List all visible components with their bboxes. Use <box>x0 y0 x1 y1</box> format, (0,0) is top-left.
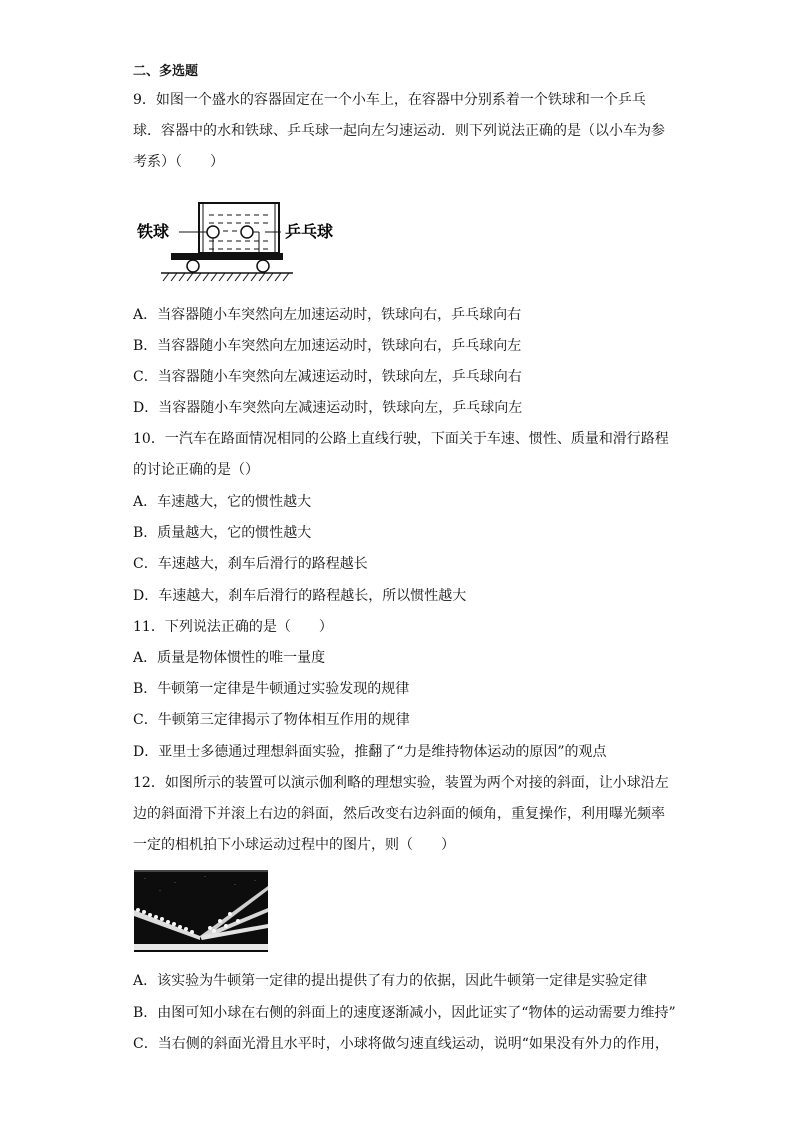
base-bar <box>134 944 268 950</box>
q9-option-d: D．当容器随小车突然向左减速运动时，铁球向左，乒乓球向左 <box>133 400 523 416</box>
q9-option-a: A．当容器随小车突然向左加速运动时，铁球向右，乒乓球向右 <box>133 307 522 323</box>
q9-stem-line-3: 考系）（ ） <box>133 154 224 170</box>
q9-stem-line-1: 9．如图一个盛水的容器固定在一个小车上，在容器中分别系着一个铁球和一个乒乓 <box>133 92 646 108</box>
q10-option-d: D．车速越大，刹车后滑行的路程越长，所以惯性越大 <box>133 588 467 604</box>
section-title: 二、多选题 <box>133 64 199 79</box>
q12-option-c: C．当右侧的斜面光滑且水平时，小球将做匀速直线运动，说明“如果没有外力的作用， <box>133 1036 669 1052</box>
q12-stem-line-2: 边的斜面滑下并滚上右边的斜面，然后改变右边斜面的倾角，重复操作，利用曝光频率 <box>133 806 665 822</box>
pingpong-ball-label: 乒乓球 <box>285 222 334 241</box>
cart-wheel-right <box>257 260 269 272</box>
q11-stem-line-1: 11．下列说法正确的是（ ） <box>133 619 333 635</box>
galileo-incline-photo <box>134 870 268 952</box>
q9-option-c: C．当容器随小车突然向左减速运动时，铁球向左，乒乓球向右 <box>133 369 522 385</box>
iron-ball-label: 铁球 <box>137 222 170 241</box>
q12-stem-line-3: 一定的相机拍下小球运动过程中的图片，则（ ） <box>133 837 455 853</box>
q10-stem-line-2: 的讨论正确的是（） <box>133 462 259 478</box>
cart-wheel-left <box>187 260 199 272</box>
q12-stem-line-1: 12．如图所示的装置可以演示伽利略的理想实验，装置为两个对接的斜面，让小球沿左 <box>133 775 669 791</box>
q11-option-c: C．牛顿第三定律揭示了物体相互作用的规律 <box>133 712 410 728</box>
q10-stem-line-1: 10．一汽车在路面情况相同的公路上直线行驶，下面关于车速、惯性、质量和滑行路程 <box>133 431 669 447</box>
q11-option-d: D．亚里士多德通过理想斜面实验，推翻了“力是维持物体运动的原因”的观点 <box>133 744 607 760</box>
q12-option-b: B．由图可知小球在右侧的斜面上的速度逐渐减小，因此证实了“物体的运动需要力维持” <box>133 1005 676 1021</box>
q12-option-a: A．该实验为牛顿第一定律的提出提供了有力的依据，因此牛顿第一定律是实验定律 <box>133 973 648 989</box>
q10-option-b: B．质量越大，它的惯性越大 <box>133 525 312 541</box>
iron-ball <box>207 226 219 238</box>
pingpong-ball <box>241 226 253 238</box>
q11-option-b: B．牛顿第一定律是牛顿通过实验发现的规律 <box>133 681 410 697</box>
q10-option-a: A．车速越大，它的惯性越大 <box>133 494 312 510</box>
cart-platform <box>171 253 283 260</box>
cart-container-figure <box>133 195 353 295</box>
q11-option-a: A．质量是物体惯性的唯一量度 <box>133 650 326 666</box>
q9-option-b: B．当容器随小车突然向左加速运动时，铁球向右，乒乓球向左 <box>133 338 522 354</box>
q10-option-c: C．车速越大，刹车后滑行的路程越长 <box>133 556 368 572</box>
q9-stem-line-2: 球．容器中的水和铁球、乒乓球一起向左匀速运动．则下列说法正确的是（以小车为参 <box>133 123 665 139</box>
